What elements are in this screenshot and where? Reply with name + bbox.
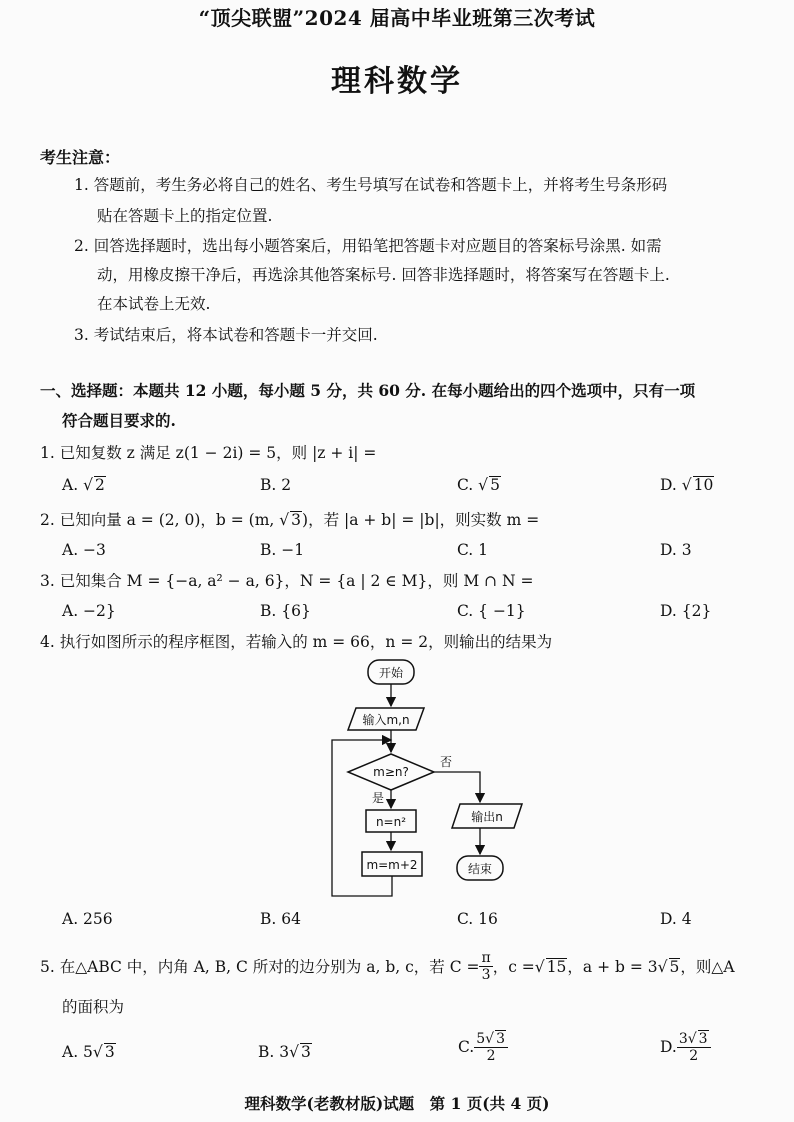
section-title-a: 一、选择题：本题共 12 小题，每小题 5 分，共 60 分. 在每小题给出的四个选项中，只有一项 [40,381,696,400]
section-title-b: 符合题目要求的. [62,411,176,430]
page-footer: 理科数学(老教材版)试题 第 1 页(共 4 页) [244,1094,550,1113]
question-2-stem: 2. 已知向量 a = (2, 0)，b = (m, √ 3)，若 |a + b| = |b|，则实数 m = [40,511,540,529]
q3-option-b: B. {6} [260,602,311,620]
q1-option-c: C. √ 5 [457,476,500,494]
q4-option-a: A. 256 [62,910,113,928]
q2-option-c: C. 1 [457,541,489,559]
flow-decision-label: m≥n? [373,765,409,779]
q2-option-a: A. −3 [62,541,106,559]
question-5-stem-2: 的面积为 [62,998,125,1016]
question-5-stem: 5. 在△ABC 中，内角 A, B, C 所对的边分别为 a, b, c，若 C = $\frac{\pi}{3}$ ，c = √ 15 ，a + b = 3 √ 5 ，则△A [40,950,735,983]
q5-option-d: D. $\frac{3√ 3}{2}$ [660,1030,711,1064]
flow-start-label: 开始 [378,666,404,680]
q5-option-a: A. 5√ 3 [62,1043,115,1061]
notice-item-3: 3. 考试结束后，将本试卷和答题卡一并交回. [74,326,378,344]
q3-option-d: D. {2} [660,602,712,620]
flow-input-label: 输入m,n [362,713,410,727]
q4-option-d: D. 4 [660,910,692,928]
q2-option-b: B. −1 [260,541,305,559]
notice-item-1a: 1. 答题前，考生务必将自己的姓名、考生号填写在试卷和答题卡上，并将考生号条形码 [74,176,668,194]
question-4-stem: 4. 执行如图所示的程序框图，若输入的 m = 66，n = 2，则输出的结果为 [40,633,553,651]
q5-option-c: C. $\frac{5√ 3}{2}$ [458,1030,508,1064]
q1-option-b: B. 2 [260,476,292,494]
pi-over-3: $\frac{\pi}{3}$ [481,950,491,983]
q3-option-a: A. −2} [62,602,116,620]
q4-option-b: B. 64 [260,910,301,928]
flowchart [320,652,540,902]
notice-item-1b: 贴在答题卡上的指定位置. [97,207,273,225]
exam-header: “顶尖联盟”2024 届高中毕业班第三次考试 [198,6,596,30]
q1-option-d: D. √ 10 [660,476,714,494]
flow-yes-label: 是 [372,791,385,805]
notice-item-2b: 动，用橡皮擦干净后，再选涂其他答案标号. 回答非选择题时，将答案写在答题卡上. [97,266,670,284]
question-3-stem: 3. 已知集合 M = {−a, a² − a, 6}，N = {a | 2 ∈ M}，则 M ∩ N = [40,572,534,590]
q5-option-b: B. 3√ 3 [258,1043,311,1061]
exam-title: 理科数学 [331,64,463,99]
notice-item-2a: 2. 回答选择题时，选出每小题答案后，用铅笔把答题卡对应题目的答案标号涂黑. 如需 [74,237,662,255]
flow-step1-label: n=n² [375,815,407,829]
notice-title: 考生注意： [40,148,121,167]
flow-no-label: 否 [440,755,453,769]
q1-option-a: A. √ 2 [62,476,105,494]
flow-step2-label: m=m+2 [366,858,418,872]
flow-output-label: 输出n [471,810,503,824]
question-1-stem: 1. 已知复数 z 满足 z(1 − 2i) = 5，则 |z + i| = [40,444,377,462]
q3-option-c: C. { −1} [457,602,526,620]
q2-option-d: D. 3 [660,541,692,559]
flow-end-label: 结束 [467,862,493,876]
q4-option-c: C. 16 [457,910,498,928]
notice-item-2c: 在本试卷上无效. [97,295,211,313]
